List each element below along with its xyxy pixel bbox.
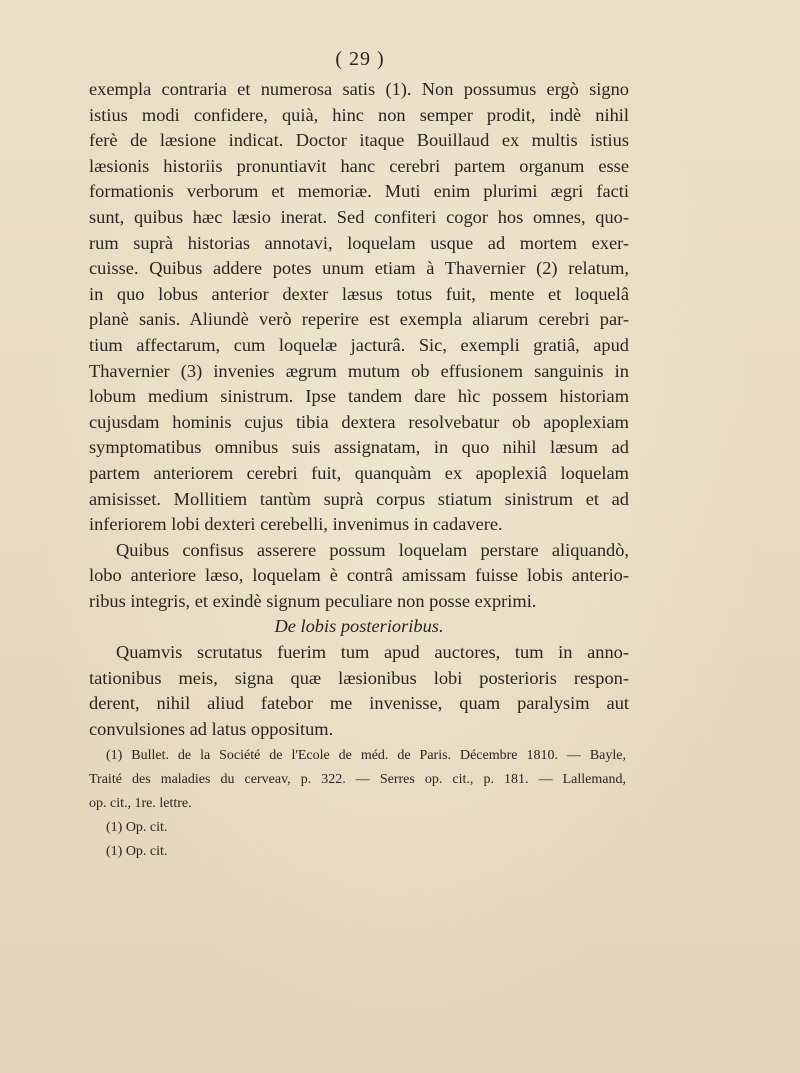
text-line: in quo lobus anterior dexter læsus totus fuit, mente et loquelâ bbox=[89, 283, 629, 304]
text-line: amisisset. Mollitiem tantùm suprà corpus stiatum sinistrum et ad bbox=[89, 488, 629, 509]
body-text bbox=[89, 77, 629, 742]
text-line: Quamvis scrutatus fuerim tum apud auctores, tum in anno- bbox=[116, 642, 629, 663]
text-line: Quibus confisus asserere possum loquelam perstare aliquandò, bbox=[116, 539, 629, 560]
text-line: læsionis historiis pronuntiavit hanc cerebri partem organum esse bbox=[89, 155, 629, 176]
text-line: planè sanis. Aliundè verò reperire est exempla aliarum cerebri par- bbox=[89, 309, 629, 330]
footnotes bbox=[89, 744, 626, 864]
text-line: tium affectarum, cum loquelæ jacturâ. Sic, exempli gratiâ, apud bbox=[89, 334, 629, 355]
section-heading: De lobis posterioribus. bbox=[274, 616, 444, 637]
text-line: ferè de læsione indicat. Doctor itaque Bouillaud ex multis istius bbox=[89, 130, 629, 151]
text-line: inferiorem lobi dexteri cerebelli, invenimus in cadavere. bbox=[89, 514, 503, 535]
text-line: tationibus meis, signa quæ læsionibus lobi posterioris respon- bbox=[89, 667, 629, 688]
text-line: convulsiones ad latus oppositum. bbox=[89, 718, 334, 739]
text-line: Thavernier (3) invenies ægrum mutum ob effusionem sanguinis in bbox=[89, 360, 629, 381]
text-line: lobo anteriore læso, loquelam è contrâ amissam fuisse lobis anterio- bbox=[89, 565, 629, 586]
text-line: cujusdam hominis cujus tibia dextera resolvebatur ob apoplexiam bbox=[89, 411, 629, 432]
text-line: cuisse. Quibus addere potes unum etiam à Thavernier (2) relatum, bbox=[89, 258, 629, 279]
text-line: lobum medium sinistrum. Ipse tandem dare hìc possem historiam bbox=[89, 386, 629, 407]
paragraph-1 bbox=[89, 77, 629, 538]
text-line: formationis verborum et memoriæ. Muti enim plurimi ægri facti bbox=[89, 181, 629, 202]
text-line: istius modi confidere, quià, hinc non semper prodit, indè nihil bbox=[89, 104, 629, 125]
paragraph-3 bbox=[89, 640, 629, 742]
text-line: rum suprà historias annotavi, loquelam usque ad mortem exer- bbox=[89, 232, 629, 253]
text-line: ribus integris, et exindè signum peculiare non posse exprimi. bbox=[89, 590, 537, 611]
page-number: ( 29 ) bbox=[335, 48, 385, 70]
text-line: sunt, quibus hæc læsio inerat. Sed confiteri cogor hos omnes, quo- bbox=[89, 206, 629, 227]
footnote-line: Traité des maladies du cerveav, p. 322. — Serres op. cit., p. 181. — Lallemand, bbox=[89, 772, 626, 787]
text-line: derent, nihil aliud fatebor me invenisse, quam paralysim aut bbox=[89, 693, 629, 714]
text-line: partem anteriorem cerebri fuit, quanquàm ex apoplexiâ loquelam bbox=[89, 462, 629, 483]
text-line: exempla contraria et numerosa satis (1). Non possumus ergò signo bbox=[89, 79, 629, 99]
footnote-line: (1) Op. cit. bbox=[106, 820, 168, 835]
footnote-line: op. cit., 1re. lettre. bbox=[89, 796, 192, 811]
footnote-line: (1) Op. cit. bbox=[106, 844, 168, 859]
text-line: symptomatibus omnibus suis assignatam, in quo nihil læsum ad bbox=[89, 437, 629, 458]
footnote-line: (1) Bullet. de la Société de l'Ecole de méd. de Paris. Décembre 1810. — Bayle, bbox=[106, 748, 626, 763]
paragraph-2 bbox=[89, 538, 629, 615]
